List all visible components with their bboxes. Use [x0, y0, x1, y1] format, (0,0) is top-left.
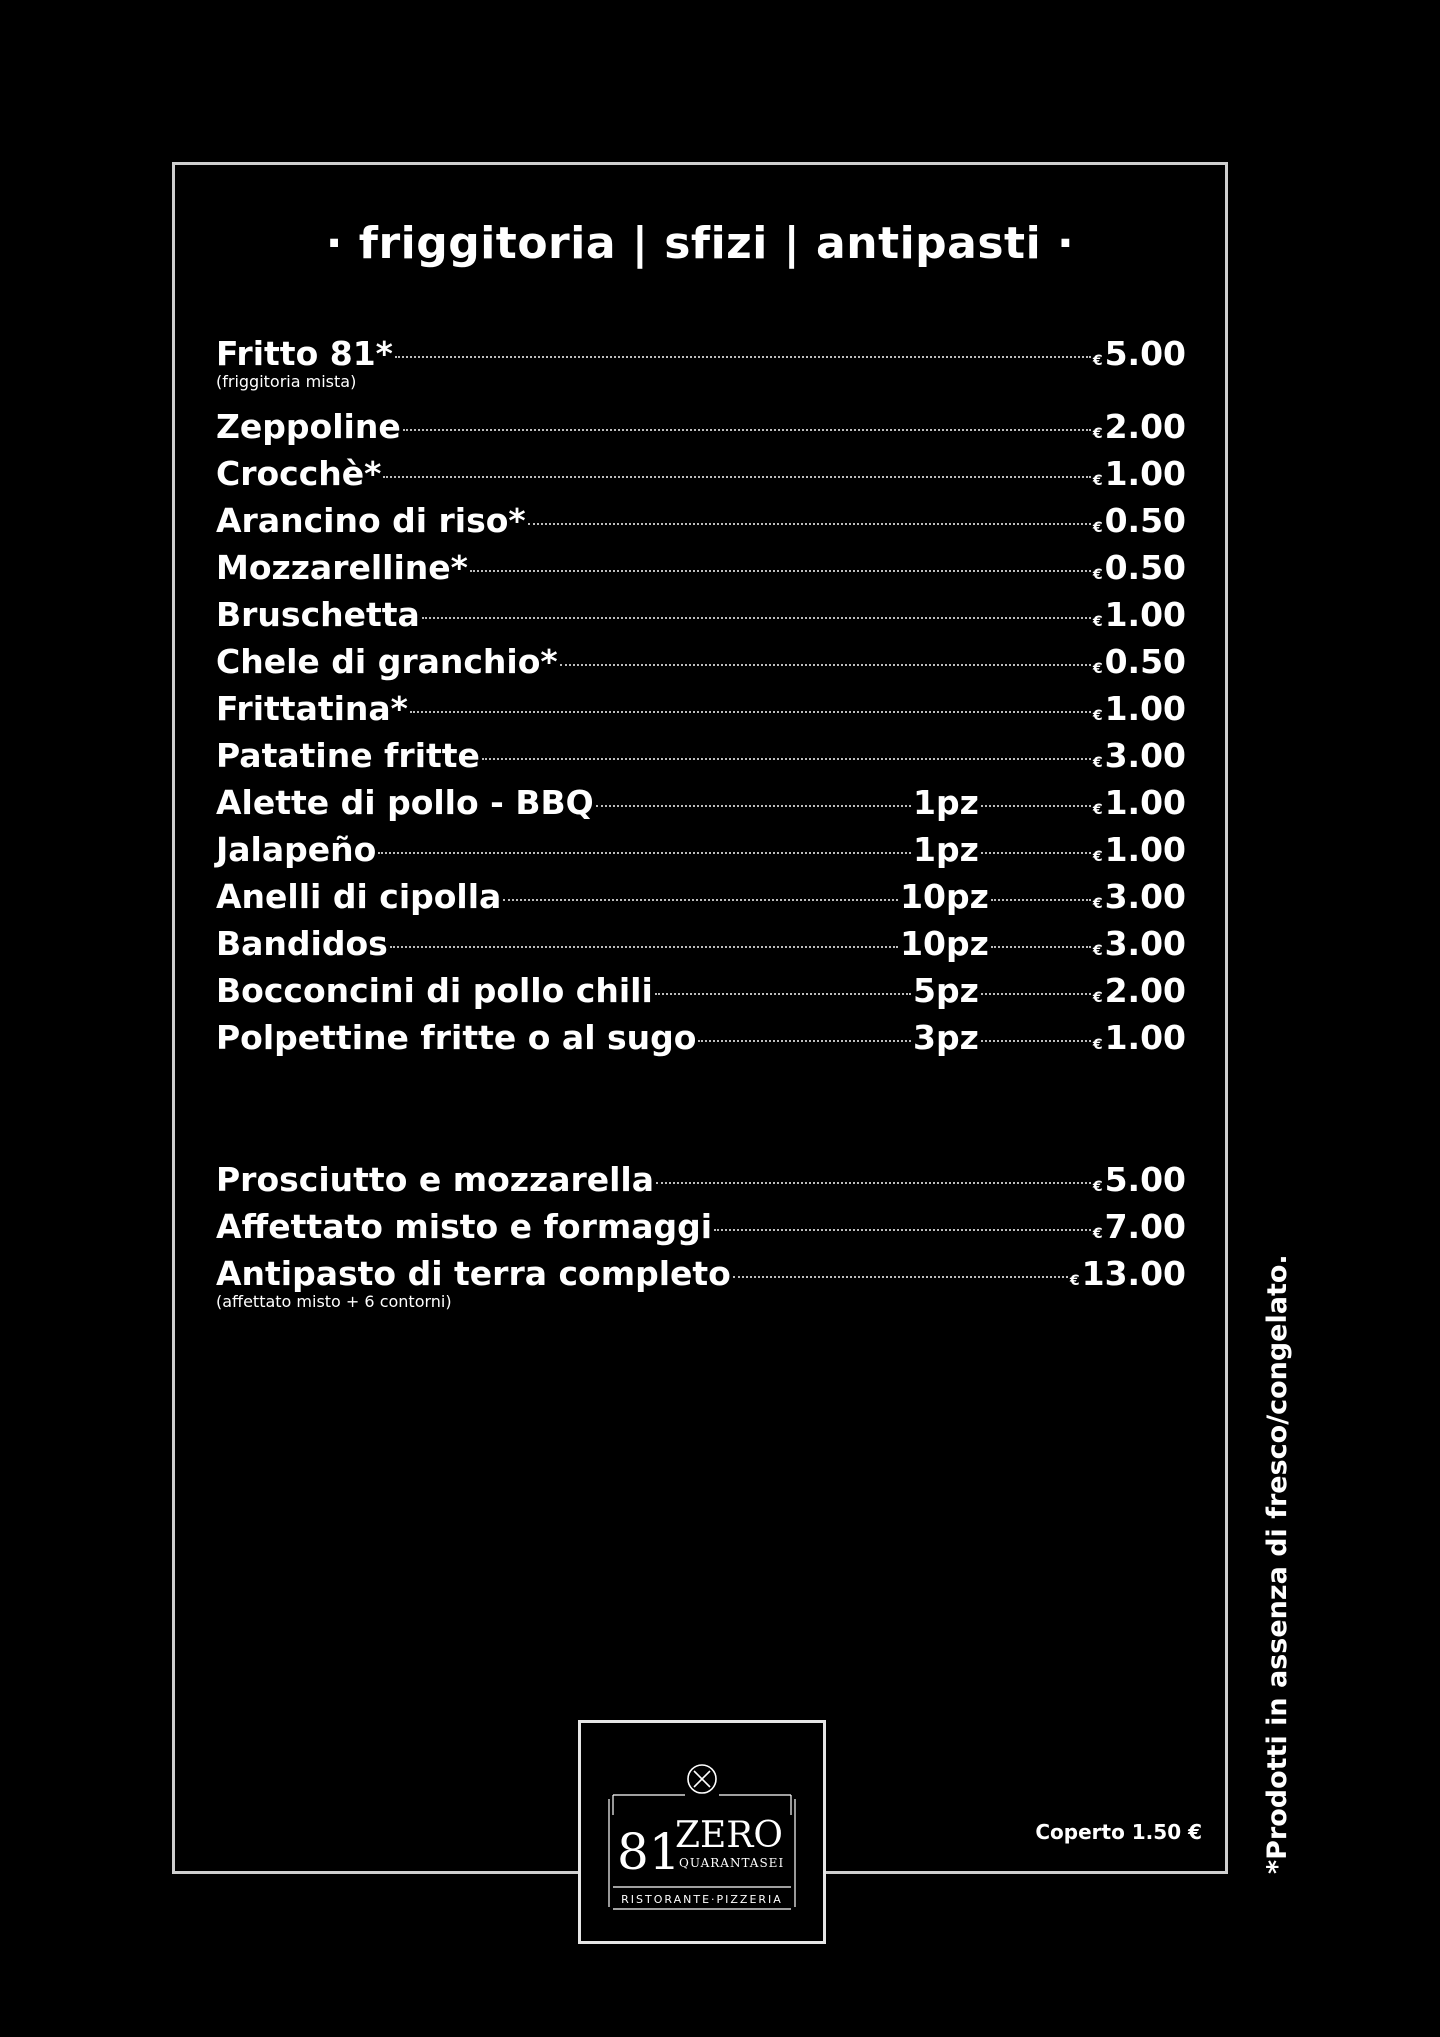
menu-item: [216, 1250, 1186, 1297]
dot-leader: [410, 711, 1091, 713]
item-name: Anelli di cipolla: [216, 877, 502, 916]
price-value: 0.50: [1104, 642, 1186, 681]
currency-symbol: €: [1092, 990, 1103, 1006]
item-name: Polpettine fritte o al sugo: [216, 1018, 697, 1057]
menu-item: [216, 403, 1186, 450]
price-value: 5.00: [1104, 334, 1186, 373]
dot-leader: [403, 429, 1091, 431]
dot-leader: [981, 993, 1091, 995]
currency-symbol: €: [1092, 520, 1103, 536]
currency-symbol: €: [1092, 755, 1103, 771]
menu-item: [216, 330, 1186, 377]
currency-symbol: €: [1092, 661, 1103, 677]
item-name: Antipasto di terra completo: [216, 1254, 731, 1293]
menu-item: [216, 638, 1186, 685]
item-name: Patatine fritte: [216, 736, 480, 775]
item-quantity: 10pz: [900, 877, 989, 916]
dot-leader: [422, 617, 1091, 619]
restaurant-logo: [578, 1720, 826, 1944]
price-value: 2.00: [1104, 971, 1186, 1010]
menu-item: [216, 1156, 1186, 1203]
section-fried-snacks: [216, 330, 1186, 1061]
currency-symbol: €: [1092, 1179, 1103, 1195]
logo-subword: QUARANTASEI: [679, 1856, 785, 1870]
menu-item: [216, 1014, 1186, 1061]
price-value: 7.00: [1104, 1207, 1186, 1246]
dot-leader: [383, 476, 1090, 478]
item-name: Alette di pollo - BBQ: [216, 783, 594, 822]
currency-symbol: €: [1092, 943, 1103, 959]
dot-leader: [528, 523, 1091, 525]
dot-leader: [390, 946, 898, 948]
item-note: (affettato misto + 6 contorni): [216, 1292, 452, 1311]
item-quantity: 1pz: [913, 783, 979, 822]
dot-leader: [655, 993, 911, 995]
item-note: (friggitoria mista): [216, 372, 357, 391]
item-name: Affettato misto e formaggi: [216, 1207, 713, 1246]
dot-leader: [378, 852, 911, 854]
item-price: [1093, 330, 1186, 385]
menu-item: [216, 685, 1186, 732]
price-value: 3.00: [1104, 924, 1186, 963]
dot-leader: [470, 570, 1091, 572]
item-name: Chele di granchio*: [216, 642, 558, 681]
menu-item: [216, 497, 1186, 544]
price-value: 3.00: [1104, 877, 1186, 916]
currency-symbol: €: [1092, 1226, 1103, 1242]
logo-number: 81: [617, 1823, 681, 1881]
currency-symbol: €: [1092, 353, 1103, 369]
cover-charge: Coperto 1.50 €: [1035, 1820, 1202, 1844]
menu-item: [216, 920, 1186, 967]
dot-leader: [714, 1229, 1091, 1231]
dot-leader: [656, 1182, 1091, 1184]
price-value: 0.50: [1104, 548, 1186, 587]
item-quantity: 10pz: [900, 924, 989, 963]
dot-leader: [733, 1276, 1068, 1278]
item-name: Crocchè*: [216, 454, 382, 493]
dot-leader: [395, 356, 1091, 358]
menu-item: [216, 967, 1186, 1014]
menu-item: [216, 1203, 1186, 1250]
currency-symbol: €: [1092, 896, 1103, 912]
price-value: 13.00: [1081, 1254, 1186, 1293]
menu-item: [216, 732, 1186, 779]
item-name: Zeppoline: [216, 407, 401, 446]
dot-leader: [596, 805, 911, 807]
price-value: 2.00: [1104, 407, 1186, 446]
dot-leader: [698, 1040, 911, 1042]
price-value: 1.00: [1104, 595, 1186, 634]
item-name: Bruschetta: [216, 595, 420, 634]
price-value: 5.00: [1104, 1160, 1186, 1199]
item-name: Bocconcini di pollo chili: [216, 971, 653, 1010]
crossed-cutlery-icon: [688, 1765, 716, 1793]
currency-symbol: €: [1092, 1037, 1103, 1053]
dot-leader: [560, 664, 1091, 666]
currency-symbol: €: [1092, 802, 1103, 818]
price-value: 1.00: [1104, 1018, 1186, 1057]
menu-item: [216, 779, 1186, 826]
logo-word: ZERO: [675, 1815, 783, 1856]
dot-leader: [503, 899, 898, 901]
dot-leader: [981, 852, 1091, 854]
price-value: 1.00: [1104, 830, 1186, 869]
price-value: 1.00: [1104, 783, 1186, 822]
item-name: Mozzarelline*: [216, 548, 468, 587]
item-price: [1093, 1014, 1186, 1069]
currency-symbol: €: [1092, 614, 1103, 630]
currency-symbol: €: [1092, 708, 1103, 724]
frozen-products-note: *Prodotti in assenza di fresco/congelato.: [1262, 1254, 1293, 1874]
item-name: Frittatina*: [216, 689, 408, 728]
item-name: Jalapeño: [216, 830, 377, 869]
price-value: 3.00: [1104, 736, 1186, 775]
menu-title: · friggitoria | sfizi | antipasti ·: [325, 218, 1075, 269]
item-quantity: 1pz: [913, 830, 979, 869]
currency-symbol: €: [1069, 1273, 1080, 1289]
menu-item: [216, 591, 1186, 638]
currency-symbol: €: [1092, 849, 1103, 865]
section-antipasti: [216, 1156, 1186, 1323]
menu-item: [216, 826, 1186, 873]
currency-symbol: €: [1092, 567, 1103, 583]
price-value: 0.50: [1104, 501, 1186, 540]
price-value: 1.00: [1104, 454, 1186, 493]
menu-item: [216, 544, 1186, 591]
item-quantity: 5pz: [913, 971, 979, 1010]
item-name: Arancino di riso*: [216, 501, 526, 540]
item-quantity: 3pz: [913, 1018, 979, 1057]
price-value: 1.00: [1104, 689, 1186, 728]
dot-leader: [991, 946, 1091, 948]
menu-item: [216, 450, 1186, 497]
dot-leader: [981, 805, 1091, 807]
item-price: [1070, 1250, 1186, 1305]
dot-leader: [482, 758, 1091, 760]
currency-symbol: €: [1092, 426, 1103, 442]
item-name: Fritto 81*: [216, 334, 393, 373]
currency-symbol: €: [1092, 473, 1103, 489]
dot-leader: [991, 899, 1091, 901]
menu-item: [216, 873, 1186, 920]
item-name: Bandidos: [216, 924, 388, 963]
logo-tagline: RISTORANTE·PIZZERIA: [621, 1893, 783, 1906]
dot-leader: [981, 1040, 1091, 1042]
item-name: Prosciutto e mozzarella: [216, 1160, 655, 1199]
